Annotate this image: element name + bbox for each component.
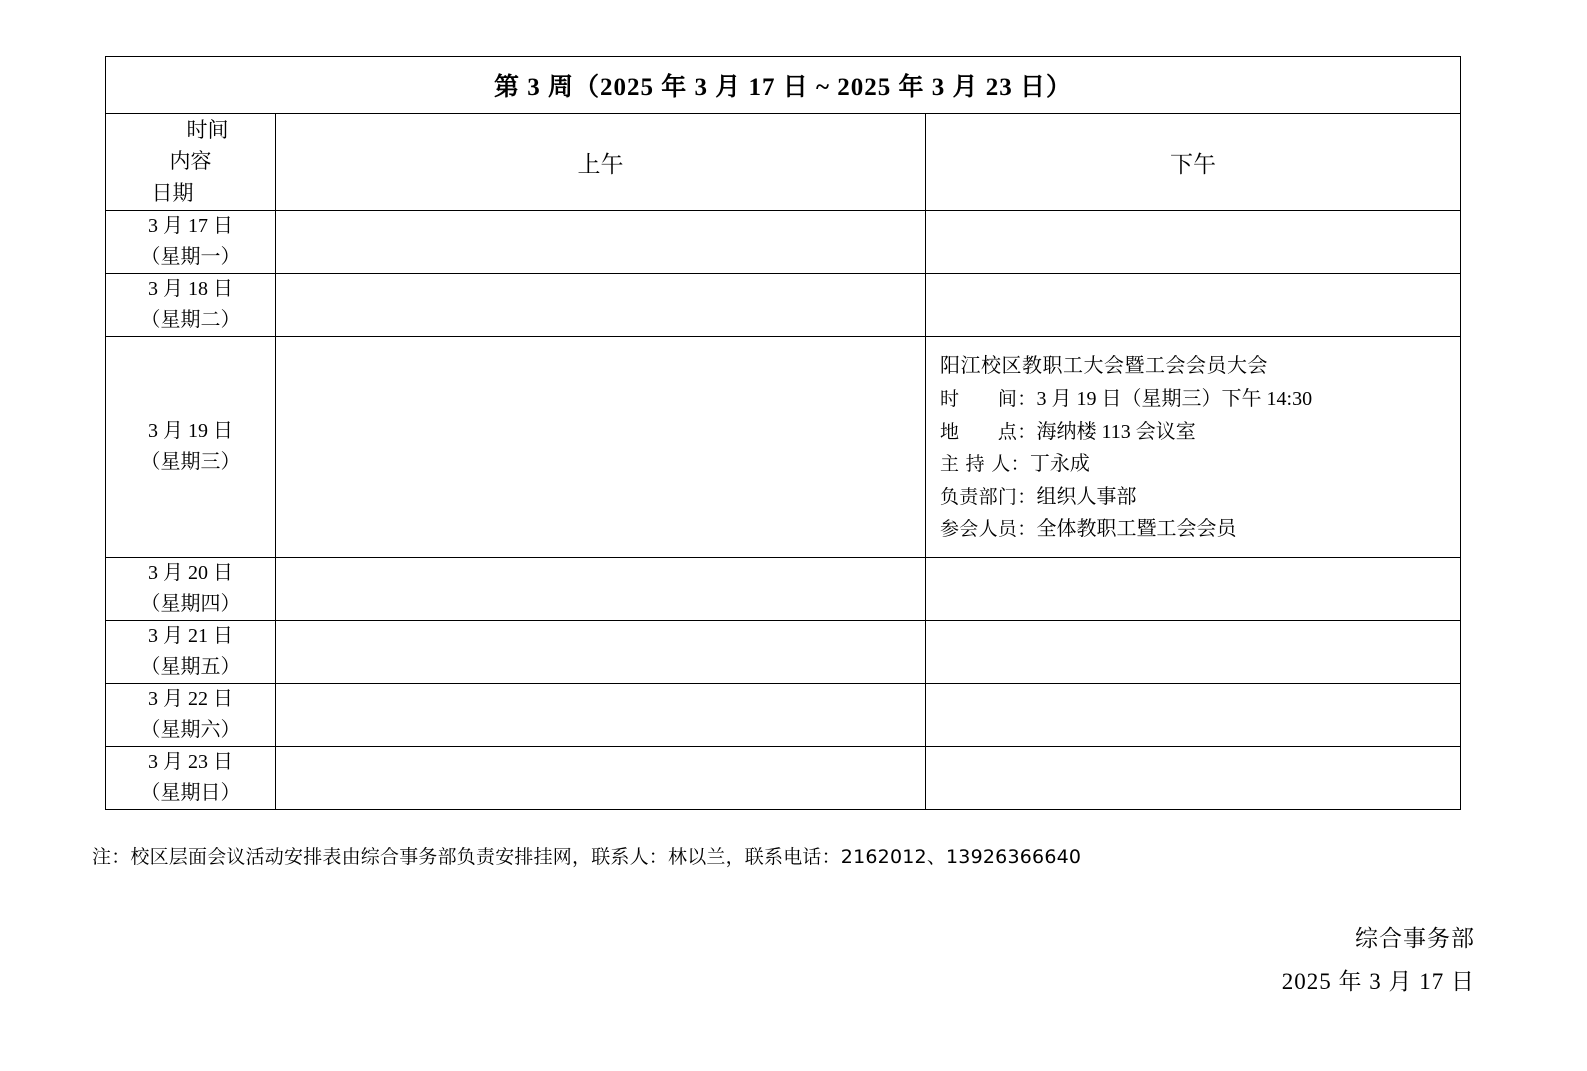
corner-label-time: 时间 [186,117,229,142]
corner-header [106,114,276,211]
event-field-value: 丁永成 [1029,453,1090,476]
table-row [106,684,1461,747]
event-field-value: 组织人事部 [1036,485,1137,508]
table-row [106,211,1461,274]
corner-label-date: 日期 [151,180,194,205]
cell-morning [276,747,926,810]
signature-date: 2025 年 3 月 17 日 [1281,969,1475,994]
event-field-value: 海纳楼 113 会议室 [1036,420,1196,443]
table-header-row [106,114,1461,211]
row-date: 3 月 18 日 [148,278,233,300]
event-title: 阳江校区教职工大会暨工会会员大会 [940,353,1268,377]
row-weekday: （星期六） [140,719,241,742]
cell-morning [276,621,926,684]
event-field-label: 负责部门： [940,485,1037,508]
event-field-label: 参会人员： [940,517,1037,540]
column-header-afternoon: 下午 [926,114,1461,211]
cell-afternoon [926,621,1461,684]
row-date: 3 月 23 日 [148,751,233,774]
cell-afternoon [926,558,1461,621]
event-block [926,337,1460,557]
row-weekday: （星期三） [140,451,241,474]
cell-morning [276,684,926,747]
weekly-schedule-table [105,56,1461,810]
cell-morning [276,337,926,558]
table-row [106,337,1461,558]
page-title: 第 3 周（2025 年 3 月 17 日 ~ 2025 年 3 月 23 日） [106,57,1461,114]
row-date: 3 月 19 日 [148,420,233,443]
row-date: 3 月 20 日 [148,562,233,585]
cell-afternoon [926,684,1461,747]
row-weekday: （星期二） [140,309,241,331]
cell-afternoon [926,747,1461,810]
table-title-row [106,57,1461,114]
row-date-cell [106,621,276,684]
cell-morning [276,274,926,337]
event-field-label: 地 点： [940,420,1037,443]
row-date-cell [106,684,276,747]
cell-morning [276,211,926,274]
event-field-label: 时 间： [940,388,1037,411]
cell-afternoon [926,337,1461,558]
row-date-cell [106,337,276,558]
row-date-cell [106,747,276,810]
row-date-cell [106,211,276,274]
cell-morning [276,558,926,621]
corner-label-content: 内容 [169,149,212,174]
event-field [940,513,1460,545]
column-header-morning: 上午 [276,114,926,211]
cell-afternoon [926,274,1461,337]
event-field [940,481,1460,513]
cell-afternoon [926,211,1461,274]
row-date-cell [106,274,276,337]
table-row [106,274,1461,337]
event-field-value: 3 月 19 日（星期三）下午 14:30 [1036,388,1313,411]
row-date: 3 月 21 日 [148,625,233,648]
event-field [940,416,1460,448]
event-field [940,448,1460,480]
row-weekday: （星期五） [140,656,241,679]
row-weekday: （星期日） [140,782,241,805]
row-date: 3 月 17 日 [148,215,233,237]
event-field-value: 全体教职工暨工会会员 [1036,517,1237,540]
event-field [940,383,1460,415]
table-row [106,621,1461,684]
row-date-cell [106,558,276,621]
event-field-label: 主 持 人： [940,453,1030,476]
signature-department: 综合事务部 [1355,926,1475,952]
row-weekday: （星期一） [140,246,241,268]
table-row [106,747,1461,810]
row-date: 3 月 22 日 [148,688,233,711]
table-row [106,558,1461,621]
row-weekday: （星期四） [140,593,241,616]
footer-note: 注：校区层面会议活动安排表由综合事务部负责安排挂网，联系人：林以兰，联系电话：2162012、13926366640 [92,846,1082,868]
